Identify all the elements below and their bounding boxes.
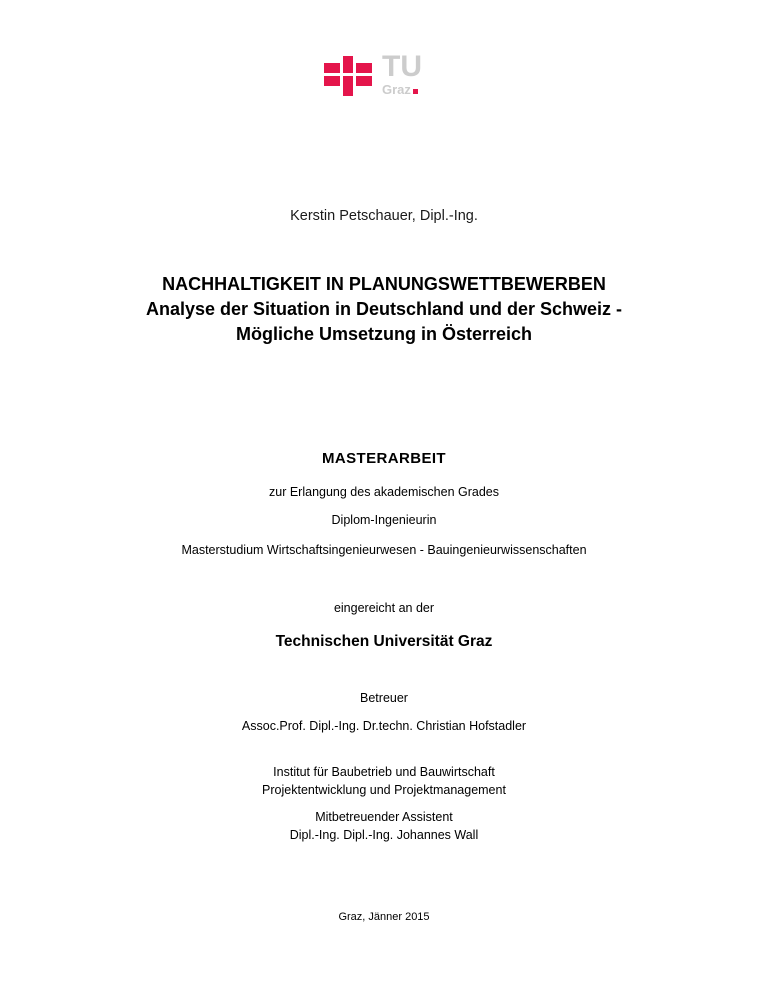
- study-programme: Masterstudium Wirtschaftsingenieurwesen - Bauingenieurwissenschaften: [181, 543, 587, 557]
- thesis-type: MASTERARBEIT: [322, 450, 446, 467]
- logo-graz-label: Graz: [382, 82, 411, 97]
- degree-intro: zur Erlangung des akademischen Grades: [269, 485, 499, 499]
- logo-dot-icon: [413, 89, 418, 94]
- tu-graz-cross-icon: [324, 56, 380, 96]
- title-line-1: NACHHALTIGKEIT IN PLANUNGSWETTBEWERBEN: [162, 274, 606, 294]
- author-name: Kerstin Petschauer, Dipl.-Ing.: [290, 208, 478, 224]
- title-line-2: Analyse der Situation in Deutschland und der Schweiz -: [145, 299, 623, 319]
- tu-graz-logo: [324, 52, 444, 100]
- supervisor-label: Betreuer: [360, 691, 408, 705]
- logo-block: [0, 52, 768, 100]
- title-line-3: Mögliche Umsetzung in Österreich: [235, 324, 533, 344]
- university-name: Technischen Universität Graz: [275, 633, 493, 650]
- degree-name: Diplom-Ingenieurin: [331, 513, 437, 527]
- institute-line-1: Institut für Baubetrieb und Bauwirtschaft: [273, 765, 495, 779]
- logo-text-tu: TU: [382, 50, 422, 83]
- assistant-label: Mitbetreuender Assistent: [315, 810, 453, 824]
- submitted-to-label: eingereicht an der: [333, 601, 435, 615]
- logo-text-graz: [382, 83, 444, 97]
- page-title: [0, 272, 768, 347]
- institute-line-2: Projektentwicklung und Projektmanagement: [262, 783, 506, 797]
- logo-wordmark: [382, 52, 444, 100]
- assistant-name: Dipl.-Ing. Dipl.-Ing. Johannes Wall: [289, 828, 479, 842]
- supervisor-name: Assoc.Prof. Dipl.-Ing. Dr.techn. Christian Hofstadler: [241, 719, 527, 733]
- place-and-date: Graz, Jänner 2015: [338, 911, 430, 923]
